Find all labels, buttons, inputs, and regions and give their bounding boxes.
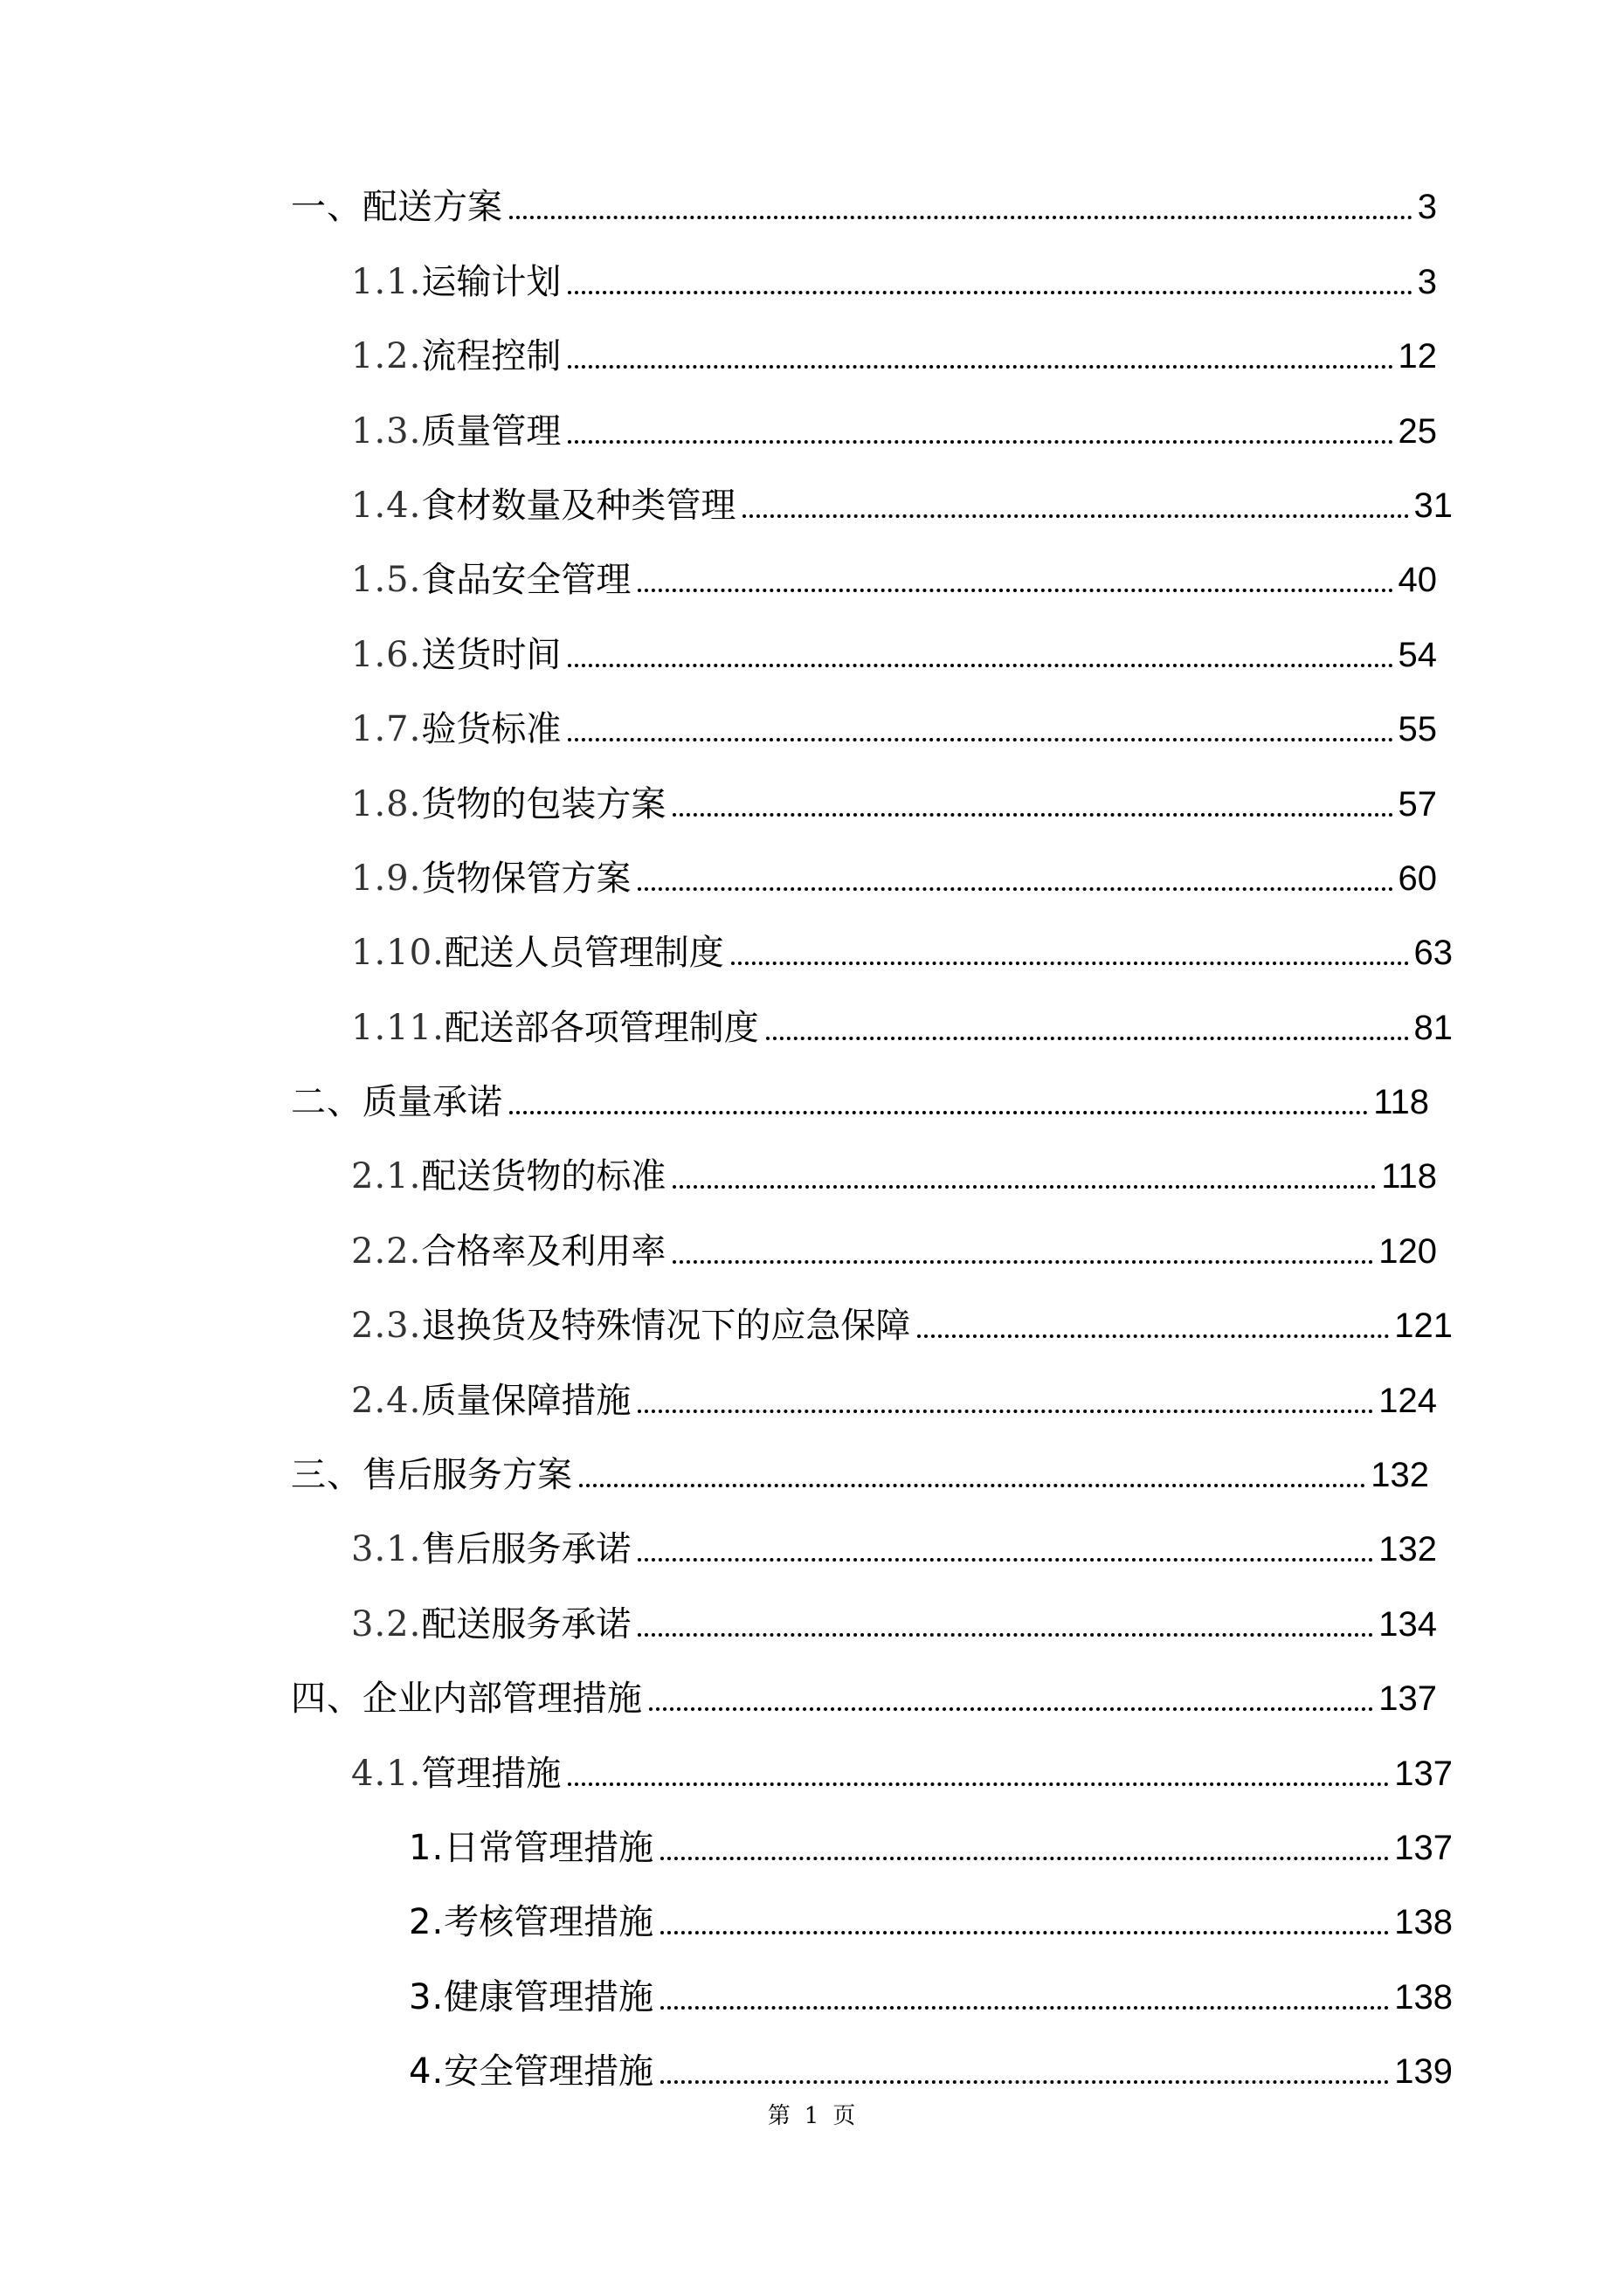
toc-entry-number: 3. — [409, 1976, 445, 2017]
dot-leader — [660, 1857, 1389, 1860]
toc-entry-page-number: 134 — [1378, 1604, 1437, 1644]
dot-leader — [673, 813, 1392, 817]
toc-entry[interactable] — [0, 1357, 1623, 1431]
toc-entry-title: 管理措施 — [421, 1753, 562, 1794]
toc-entry[interactable] — [0, 1730, 1623, 1804]
toc-entry-number: 2.4. — [351, 1380, 422, 1421]
toc-entry[interactable] — [0, 1507, 1623, 1581]
toc-entry-number: 3.1. — [351, 1529, 422, 1570]
toc-entry-number: 2.1. — [351, 1156, 422, 1197]
toc-entry-title: 企业内部管理措施 — [363, 1679, 642, 1720]
dot-leader — [742, 514, 1408, 518]
toc-entry[interactable] — [0, 761, 1623, 835]
toc-entry-number: 1.4. — [351, 485, 422, 526]
toc-entry-title: 考核管理措施 — [444, 1902, 654, 1943]
toc-entry-title: 配送货物的标准 — [421, 1156, 666, 1197]
toc-entry-title: 配送部各项管理制度 — [444, 1007, 759, 1048]
toc-entry[interactable] — [0, 314, 1623, 388]
toc-entry[interactable] — [0, 910, 1623, 984]
toc-entry-number: 1.9. — [351, 858, 422, 899]
toc-entry-page-number: 60 — [1398, 858, 1437, 898]
toc-entry-page-number: 121 — [1394, 1307, 1453, 1346]
toc-entry-title: 货物的包装方案 — [421, 783, 666, 824]
toc-entry-title: 食材数量及种类管理 — [421, 485, 736, 526]
toc-entry-title: 验货标准 — [421, 709, 562, 750]
toc-entry[interactable] — [0, 238, 1623, 313]
toc-entry[interactable] — [0, 1208, 1623, 1282]
toc-entry-page-number: 57 — [1398, 784, 1437, 824]
toc-entry[interactable] — [0, 2029, 1623, 2103]
toc-entry-page-number: 118 — [1373, 1083, 1429, 1122]
toc-entry-page-number: 137 — [1394, 1828, 1453, 1867]
footer-prefix: 第 — [767, 2103, 791, 2129]
toc-entry[interactable] — [0, 1283, 1623, 1357]
toc-entry-number: 一、 — [291, 187, 363, 228]
toc-entry-page-number: 25 — [1398, 411, 1437, 451]
dot-leader — [731, 962, 1409, 965]
toc-entry-number: 3.2. — [351, 1603, 422, 1644]
toc-entry-title: 合格率及利用率 — [421, 1231, 666, 1272]
toc-entry[interactable] — [0, 463, 1623, 537]
toc-entry[interactable] — [0, 388, 1623, 462]
dot-leader — [568, 440, 1392, 444]
dot-leader — [660, 2006, 1389, 2010]
toc-entry-number: 1.11. — [351, 1007, 445, 1048]
toc-entry-title: 质量保障措施 — [421, 1380, 632, 1421]
toc-entry-number: 1.10. — [351, 933, 445, 974]
toc-entry-page-number: 132 — [1371, 1456, 1429, 1495]
toc-entry-number: 1.8. — [351, 783, 422, 824]
dot-leader — [509, 1111, 1368, 1114]
toc-entry[interactable] — [0, 1059, 1623, 1134]
toc-entry-title: 质量承诺 — [363, 1082, 502, 1123]
toc-entry-title: 安全管理措施 — [444, 2051, 654, 2093]
toc-entry[interactable] — [0, 164, 1623, 238]
toc-entry[interactable] — [0, 984, 1623, 1058]
dot-leader — [638, 887, 1392, 891]
toc-entry-page-number: 132 — [1378, 1530, 1437, 1569]
toc-entry-page-number: 138 — [1394, 1977, 1453, 2017]
dot-leader — [638, 589, 1392, 592]
dot-leader — [568, 738, 1392, 741]
dot-leader — [673, 1185, 1376, 1189]
toc-entry[interactable] — [0, 1432, 1623, 1507]
toc-entry-title: 货物保管方案 — [421, 858, 632, 899]
toc-entry-page-number: 138 — [1394, 1903, 1453, 1942]
toc-entry-title: 配送方案 — [363, 187, 502, 228]
toc-entry-page-number: 120 — [1378, 1231, 1437, 1271]
toc-entry[interactable] — [0, 1879, 1623, 1954]
toc-entry-page-number: 12 — [1398, 337, 1437, 376]
toc-entry[interactable] — [0, 537, 1623, 611]
dot-leader — [766, 1037, 1409, 1040]
toc-entry-number: 三、 — [291, 1455, 363, 1496]
dot-leader — [568, 1782, 1389, 1786]
toc-entry-number: 四、 — [291, 1679, 363, 1720]
toc-entry[interactable] — [0, 1581, 1623, 1655]
toc-entry-number: 1.7. — [351, 709, 422, 750]
toc-entry-page-number: 3 — [1417, 188, 1437, 227]
toc-entry-page-number: 55 — [1398, 710, 1437, 749]
toc-entry-title: 送货时间 — [421, 634, 562, 675]
dot-leader — [509, 216, 1412, 219]
toc-entry-title: 食品安全管理 — [421, 560, 632, 601]
toc-entry[interactable] — [0, 1134, 1623, 1208]
toc-entry[interactable] — [0, 1954, 1623, 2028]
page-footer — [0, 2098, 1623, 2130]
toc-entry-page-number: 54 — [1398, 635, 1437, 674]
toc-entry-number: 1. — [409, 1827, 445, 1868]
dot-leader — [660, 1931, 1389, 1934]
footer-suffix: 页 — [832, 2103, 856, 2129]
toc-entry-page-number: 40 — [1398, 561, 1437, 600]
dot-leader — [673, 1260, 1373, 1264]
toc-entry-number: 2. — [409, 1902, 445, 1943]
toc-entry-title: 售后服务承诺 — [421, 1529, 632, 1570]
toc-entry-number: 1.5. — [351, 560, 422, 601]
toc-entry[interactable] — [0, 686, 1623, 761]
dot-leader — [917, 1334, 1389, 1338]
toc-entry-number: 1.1. — [351, 261, 422, 302]
toc-entry-title: 运输计划 — [421, 261, 562, 302]
toc-entry-page-number: 31 — [1413, 486, 1453, 525]
toc-entry[interactable] — [0, 611, 1623, 686]
toc-entry-page-number: 63 — [1413, 934, 1453, 973]
toc-entry-number: 2.3. — [351, 1306, 422, 1347]
toc-entry-number: 4. — [409, 2051, 445, 2093]
dot-leader — [638, 1410, 1373, 1413]
toc-entry-number: 1.6. — [351, 634, 422, 675]
toc-entry-page-number: 139 — [1394, 2052, 1453, 2092]
toc-entry-page-number: 137 — [1394, 1754, 1453, 1793]
toc-entry[interactable] — [0, 1805, 1623, 1879]
toc-entry[interactable] — [0, 1656, 1623, 1730]
toc-entry-page-number: 118 — [1381, 1157, 1437, 1196]
toc-entry-title: 质量管理 — [421, 410, 562, 452]
toc-entry-title: 退换货及特殊情况下的应急保障 — [421, 1306, 911, 1347]
dot-leader — [568, 664, 1392, 667]
dot-leader — [649, 1707, 1373, 1711]
toc-entry-title: 日常管理措施 — [444, 1827, 654, 1868]
toc-entry-number: 4.1. — [351, 1753, 422, 1794]
toc-entry-number: 二、 — [291, 1082, 363, 1123]
table-of-contents — [0, 164, 1623, 2103]
toc-entry-page-number: 124 — [1378, 1381, 1437, 1420]
footer-page-number: 1 — [804, 2103, 819, 2129]
dot-leader — [660, 2080, 1389, 2084]
toc-entry-title: 售后服务方案 — [363, 1455, 572, 1496]
toc-entry-number: 1.2. — [351, 336, 422, 377]
toc-entry-page-number: 137 — [1378, 1679, 1437, 1719]
toc-entry-page-number: 3 — [1417, 262, 1437, 301]
toc-entry-title: 流程控制 — [421, 336, 562, 377]
dot-leader — [638, 1633, 1373, 1637]
toc-entry-title: 配送人员管理制度 — [444, 933, 724, 974]
toc-entry-number: 1.3. — [351, 410, 422, 452]
toc-entry-page-number: 81 — [1413, 1008, 1453, 1047]
toc-entry[interactable] — [0, 836, 1623, 910]
toc-entry-title: 配送服务承诺 — [421, 1603, 632, 1644]
dot-leader — [568, 365, 1392, 369]
dot-leader — [638, 1558, 1373, 1562]
toc-entry-title: 健康管理措施 — [444, 1976, 654, 2017]
dot-leader — [579, 1484, 1365, 1487]
toc-entry-number: 2.2. — [351, 1231, 422, 1272]
dot-leader — [568, 291, 1412, 294]
